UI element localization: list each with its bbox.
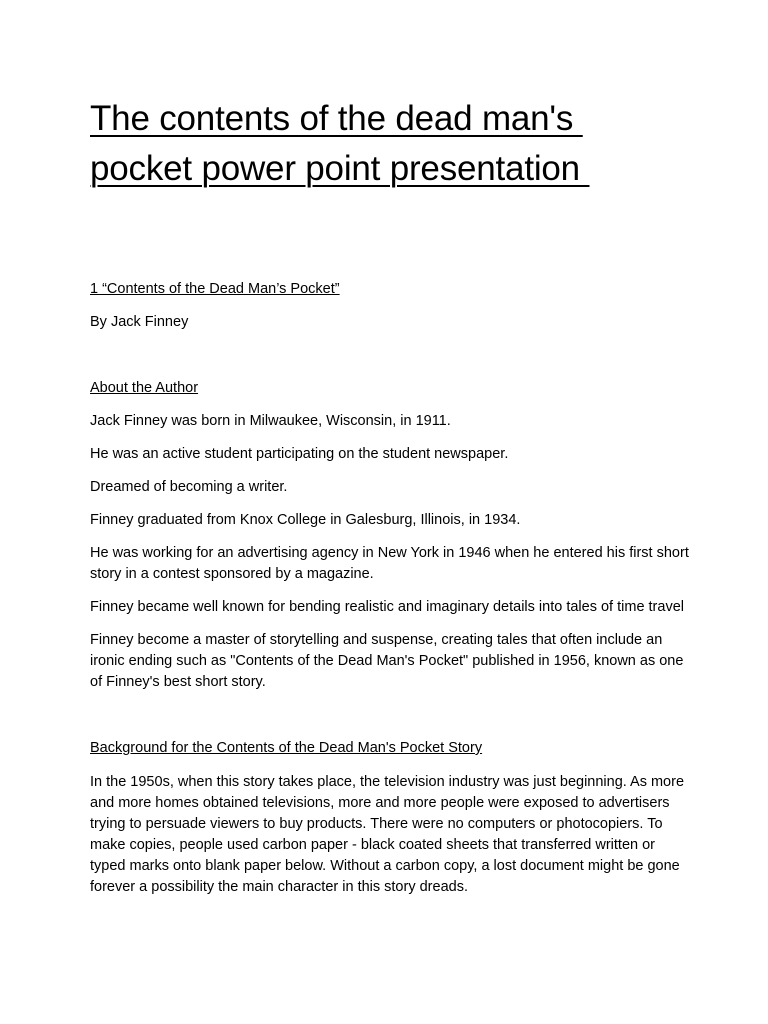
- title-line-1: The contents of the dead man's: [90, 99, 583, 138]
- about-author-heading: About the Author: [90, 380, 199, 396]
- about-paragraph-5: He was working for an advertising agency in New York in 1946 when he entered his first short story in a contest sponsored by a magazine.: [90, 545, 689, 582]
- about-paragraph-4: Finney graduated from Knox College in Galesburg, Illinois, in 1934.: [90, 512, 521, 528]
- about-paragraph-6: Finney became well known for bending realistic and imaginary details into tales of time travel: [90, 599, 684, 615]
- background-heading: Background for the Contents of the Dead Man's Pocket Story: [90, 740, 483, 756]
- about-paragraph-1: Jack Finney was born in Milwaukee, Wisconsin, in 1911.: [90, 413, 451, 429]
- about-paragraph-2: He was an active student participating on the student newspaper.: [90, 446, 509, 462]
- document-title: [90, 94, 690, 194]
- about-paragraph-3: Dreamed of becoming a writer.: [90, 479, 288, 495]
- slide-heading: 1 “Contents of the Dead Man’s Pocket”: [90, 281, 340, 297]
- title-line-2: pocket power point presentation: [90, 149, 590, 188]
- author-line: By Jack Finney: [90, 314, 189, 330]
- document-body: [90, 94, 690, 898]
- about-paragraph-7: Finney become a master of storytelling and suspense, creating tales that often include an ironic ending such as "Contents of the Dead Man's Pocket" published in 1956, known as one of Finney's best short story.: [90, 632, 684, 690]
- background-paragraph: In the 1950s, when this story takes place, the television industry was just beginning. As more and more homes obtained televisions, more and more people were exposed to advertisers trying to persuade viewers to buy products. There were no computers or photocopiers. To make copies, people used carbon paper - black coated sheets that transferred written or typed marks onto blank paper below. Without a carbon copy, a lost document might be gone forever a possibility the main character in this story dreads.: [90, 774, 685, 895]
